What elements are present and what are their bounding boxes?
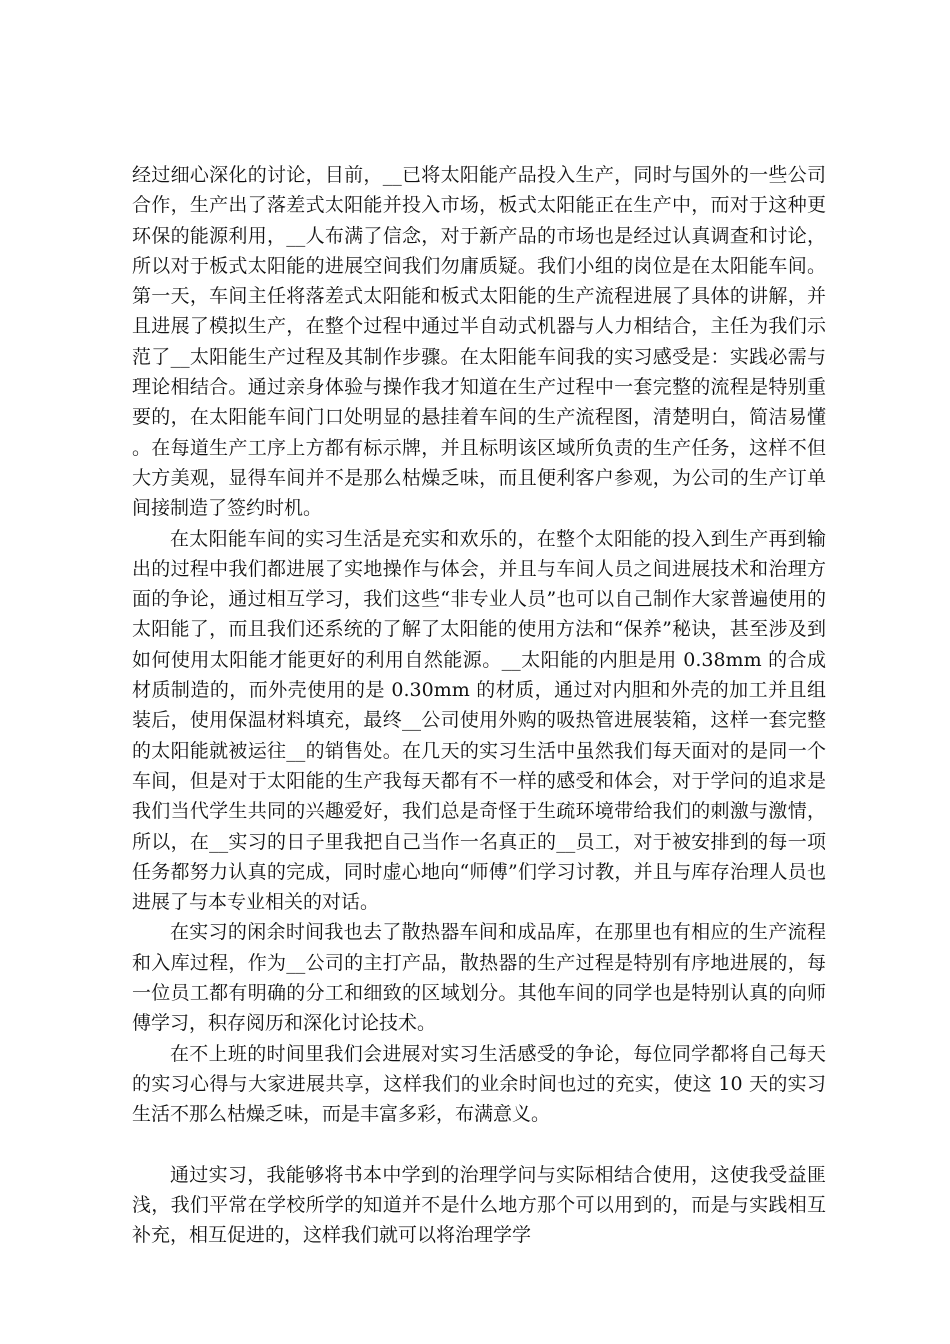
paragraph-2: 在太阳能车间的实习生活是充实和欢乐的，在整个太阳能的投入到生产再到输出的过程中我们都进展了实地操作与体会，并且与车间人员之间进展技术和治理方面的争论，通过相互学习，我们这些“非专业人员”也可以自己制作大家普遍使用的太阳能了，而且我们还系统的了解了太阳能的使用方法和“保养”秘诀，甚至涉及到如何使用太阳能才能更好的利用自然能源。__太阳能的内胆是用 0.38mm 的合成材质制造的，而外壳使用的是 0.30mm 的材质，通过对内胆和外壳的加工并且组装后，使用保温材料填充，最终__公司使用外购的吸热管进展装箱，这样一套完整的太阳能就被运往__的销售处。在几天的实习生活中虽然我们每天面对的是同一个车间，但是对于太阳能的生产我每天都有不一样的感受和体会，对于学问的追求是我们当代学生共同的兴趣爱好，我们总是奇怪于生疏环境带给我们的刺激与激情，所以，在__实习的日子里我把自己当作一名真正的__员工，对于被安排到的每一项任务都努力认真的完成，同时虚心地向“师傅”们学习讨教，并且与库存治理人员也进展了与本专业相关的对话。 (132, 527, 826, 914)
paragraph-5: 通过实习，我能够将书本中学到的治理学问与实际相结合使用，这使我受益匪浅，我们平常在学校所学的知道并不是什么地方那个可以用到的，而是与实践相互补充，相互促进的，这样我们就可以将治理学学 (132, 1163, 826, 1247)
paragraph-1: 经过细心深化的讨论，目前，__已将太阳能产品投入生产，同时与国外的一些公司合作，生产出了落差式太阳能并投入市场，板式太阳能正在生产中，而对于这种更环保的能源利用，__人布满了信念，对于新产品的市场也是经过认真调查和讨论，所以对于板式太阳能的进展空间我们勿庸质疑。我们小组的岗位是在太阳能车间。第一天，车间主任将落差式太阳能和板式太阳能的生产流程进展了具体的讲解，并且进展了模拟生产，在整个过程中通过半自动式机器与人力相结合，主任为我们示范了__太阳能生产过程及其制作步骤。在太阳能车间我的实习感受是：实践必需与理论相结合。通过亲身体验与操作我才知道在生产过程中一套完整的流程是特别重要的，在太阳能车间门口处明显的悬挂着车间的生产流程图，清楚明白，简洁易懂。在每道生产工序上方都有标示牌，并且标明该区域所负责的生产任务，这样不但大方美观，显得车间并不是那么枯燥乏味，而且便利客户参观，为公司的生产订单间接制造了签约时机。 (132, 164, 826, 520)
document-body (132, 160, 826, 1250)
paragraph-4: 在不上班的时间里我们会进展对实习生活感受的争论，每位同学都将自己每天的实习心得与大家进展共享，这样我们的业余时间也过的充实，使这 10 天的实习生活不那么枯燥乏味，而是丰富多彩，布满意义。 (132, 1042, 826, 1126)
paragraph-3: 在实习的闲余时间我也去了散热器车间和成品库，在那里也有相应的生产流程和入库过程，作为__公司的主打产品，散热器的生产过程是特别有序地进展的，每一位员工都有明确的分工和细致的区域划分。其他车间的同学也是特别认真的向师傅学习，积存阅历和深化讨论技术。 (132, 921, 826, 1035)
